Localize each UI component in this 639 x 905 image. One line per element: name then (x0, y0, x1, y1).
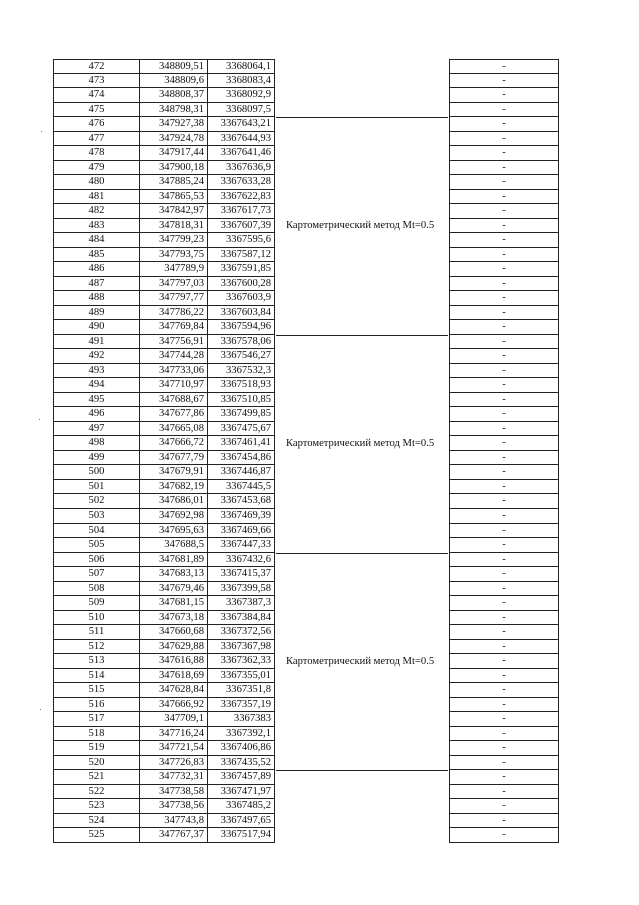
y-coordinate: 3367633,28 (207, 175, 275, 189)
table-row (53, 509, 275, 524)
x-coordinate: 347793,75 (139, 248, 207, 262)
table-row (53, 582, 275, 597)
point-number: 482 (53, 204, 139, 218)
y-coordinate: 3367578,06 (207, 335, 275, 349)
accuracy-cell: - (449, 698, 559, 713)
point-number: 485 (53, 248, 139, 262)
table-row (53, 248, 275, 263)
x-coordinate: 347927,38 (139, 117, 207, 131)
table-row (53, 698, 275, 713)
table-row (53, 756, 275, 771)
y-coordinate: 3367351,8 (207, 683, 275, 697)
point-number: 494 (53, 378, 139, 392)
y-coordinate: 3367617,73 (207, 204, 275, 218)
accuracy-cell: - (449, 785, 559, 800)
y-coordinate: 3367445,5 (207, 480, 275, 494)
x-coordinate: 347756,91 (139, 335, 207, 349)
accuracy-cell: - (449, 204, 559, 219)
x-coordinate: 347628,84 (139, 683, 207, 697)
accuracy-cell: - (449, 88, 559, 103)
point-number: 507 (53, 567, 139, 581)
x-coordinate: 347673,18 (139, 611, 207, 625)
point-number: 477 (53, 132, 139, 146)
x-coordinate: 347738,58 (139, 785, 207, 799)
y-coordinate: 3367532,3 (207, 364, 275, 378)
y-coordinate: 3367594,96 (207, 320, 275, 334)
accuracy-cell: - (449, 828, 559, 843)
table-row (53, 103, 275, 118)
accuracy-cell: - (449, 161, 559, 176)
table-row (53, 175, 275, 190)
y-coordinate: 3367406,86 (207, 741, 275, 755)
y-coordinate: 3367469,66 (207, 524, 275, 538)
point-number: 479 (53, 161, 139, 175)
y-coordinate: 3367447,33 (207, 538, 275, 552)
table-row (53, 219, 275, 234)
y-coordinate: 3367622,83 (207, 190, 275, 204)
y-coordinate: 3367546,27 (207, 349, 275, 363)
table-row (53, 378, 275, 393)
table-row (53, 291, 275, 306)
point-number: 519 (53, 741, 139, 755)
table-row (53, 828, 275, 843)
table-row (53, 712, 275, 727)
x-coordinate: 347618,69 (139, 669, 207, 683)
point-number: 472 (53, 60, 139, 73)
y-coordinate: 3368097,5 (207, 103, 275, 117)
accuracy-cell: - (449, 538, 559, 553)
accuracy-cell: - (449, 103, 559, 118)
y-coordinate: 3367399,58 (207, 582, 275, 596)
x-coordinate: 347786,22 (139, 306, 207, 320)
point-number: 500 (53, 465, 139, 479)
x-coordinate: 347716,24 (139, 727, 207, 741)
accuracy-cell: - (449, 422, 559, 437)
accuracy-cell: - (449, 74, 559, 89)
table-row (53, 727, 275, 742)
table-row (53, 407, 275, 422)
x-coordinate: 347797,03 (139, 277, 207, 291)
point-number: 506 (53, 553, 139, 567)
y-coordinate: 3367497,65 (207, 814, 275, 828)
point-number: 511 (53, 625, 139, 639)
x-coordinate: 347679,46 (139, 582, 207, 596)
scan-speck (40, 709, 41, 710)
method-label: Картометрический метод Mt=0.5 (286, 219, 435, 231)
x-coordinate: 347710,97 (139, 378, 207, 392)
point-number: 480 (53, 175, 139, 189)
table-row (53, 393, 275, 408)
point-number: 518 (53, 727, 139, 741)
accuracy-cell: - (449, 625, 559, 640)
y-coordinate: 3367641,46 (207, 146, 275, 160)
accuracy-cell: - (449, 494, 559, 509)
method-label: Картометрический метод Mt=0.5 (286, 437, 435, 449)
x-coordinate: 347683,13 (139, 567, 207, 581)
table-row (53, 233, 275, 248)
accuracy-cell: - (449, 364, 559, 379)
accuracy-cell: - (449, 349, 559, 364)
table-row (53, 132, 275, 147)
table-row (53, 59, 275, 74)
table-row (53, 190, 275, 205)
y-coordinate: 3367595,6 (207, 233, 275, 247)
accuracy-cell: - (449, 248, 559, 263)
y-coordinate: 3367415,37 (207, 567, 275, 581)
coordinates-table (53, 59, 275, 843)
accuracy-cell: - (449, 59, 559, 74)
x-coordinate: 348798,31 (139, 103, 207, 117)
x-coordinate: 348809,51 (139, 60, 207, 73)
y-coordinate: 3367454,86 (207, 451, 275, 465)
accuracy-cell: - (449, 306, 559, 321)
x-coordinate: 347616,88 (139, 654, 207, 668)
accuracy-column (449, 59, 559, 843)
method-group (276, 553, 448, 771)
accuracy-cell: - (449, 654, 559, 669)
y-coordinate: 3367471,97 (207, 785, 275, 799)
scan-speck (39, 419, 40, 420)
accuracy-cell: - (449, 378, 559, 393)
point-number: 524 (53, 814, 139, 828)
point-number: 517 (53, 712, 139, 726)
table-row (53, 814, 275, 829)
point-number: 496 (53, 407, 139, 421)
table-row (53, 364, 275, 379)
x-coordinate: 347688,5 (139, 538, 207, 552)
method-label: Картометрический метод Mt=0.5 (286, 655, 435, 667)
x-coordinate: 347865,53 (139, 190, 207, 204)
point-number: 501 (53, 480, 139, 494)
table-row (53, 553, 275, 568)
table-row (53, 669, 275, 684)
y-coordinate: 3367367,98 (207, 640, 275, 654)
y-coordinate: 3367518,93 (207, 378, 275, 392)
accuracy-cell: - (449, 320, 559, 335)
accuracy-cell: - (449, 451, 559, 466)
accuracy-cell: - (449, 335, 559, 350)
point-number: 492 (53, 349, 139, 363)
point-number: 473 (53, 74, 139, 88)
y-coordinate: 3367469,39 (207, 509, 275, 523)
table-row (53, 262, 275, 277)
point-number: 502 (53, 494, 139, 508)
accuracy-cell: - (449, 480, 559, 495)
table-row (53, 465, 275, 480)
accuracy-cell: - (449, 524, 559, 539)
accuracy-cell: - (449, 741, 559, 756)
y-coordinate: 3367499,85 (207, 407, 275, 421)
y-coordinate: 3368083,4 (207, 74, 275, 88)
point-number: 503 (53, 509, 139, 523)
accuracy-cell: - (449, 436, 559, 451)
y-coordinate: 3367603,9 (207, 291, 275, 305)
point-number: 516 (53, 698, 139, 712)
y-coordinate: 3367644,93 (207, 132, 275, 146)
table-row (53, 422, 275, 437)
x-coordinate: 347629,88 (139, 640, 207, 654)
table-row (53, 567, 275, 582)
x-coordinate: 347738,56 (139, 799, 207, 813)
table-row (53, 770, 275, 785)
x-coordinate: 347660,68 (139, 625, 207, 639)
scan-speck (41, 131, 42, 132)
point-number: 509 (53, 596, 139, 610)
x-coordinate: 347842,97 (139, 204, 207, 218)
table-row (53, 117, 275, 132)
point-number: 512 (53, 640, 139, 654)
y-coordinate: 3367387,3 (207, 596, 275, 610)
y-coordinate: 3367510,85 (207, 393, 275, 407)
accuracy-cell: - (449, 553, 559, 568)
accuracy-cell: - (449, 712, 559, 727)
x-coordinate: 347799,23 (139, 233, 207, 247)
point-number: 481 (53, 190, 139, 204)
accuracy-cell: - (449, 117, 559, 132)
accuracy-cell: - (449, 567, 559, 582)
accuracy-cell: - (449, 233, 559, 248)
point-number: 488 (53, 291, 139, 305)
x-coordinate: 347666,92 (139, 698, 207, 712)
x-coordinate: 347744,28 (139, 349, 207, 363)
accuracy-cell: - (449, 262, 559, 277)
y-coordinate: 3367607,39 (207, 219, 275, 233)
point-number: 523 (53, 799, 139, 813)
accuracy-cell: - (449, 770, 559, 785)
accuracy-cell: - (449, 683, 559, 698)
x-coordinate: 347789,9 (139, 262, 207, 276)
point-number: 513 (53, 654, 139, 668)
y-coordinate: 3367383 (207, 712, 275, 726)
table-row (53, 741, 275, 756)
accuracy-cell: - (449, 132, 559, 147)
x-coordinate: 347917,44 (139, 146, 207, 160)
y-coordinate: 3367485,2 (207, 799, 275, 813)
accuracy-cell: - (449, 669, 559, 684)
accuracy-cell: - (449, 393, 559, 408)
accuracy-cell: - (449, 175, 559, 190)
point-number: 484 (53, 233, 139, 247)
point-number: 498 (53, 436, 139, 450)
point-number: 504 (53, 524, 139, 538)
x-coordinate: 347721,54 (139, 741, 207, 755)
x-coordinate: 347681,15 (139, 596, 207, 610)
y-coordinate: 3367517,94 (207, 828, 275, 842)
table-row (53, 277, 275, 292)
table-row (53, 480, 275, 495)
table-row (53, 654, 275, 669)
table-row (53, 74, 275, 89)
y-coordinate: 3367591,85 (207, 262, 275, 276)
accuracy-cell: - (449, 727, 559, 742)
point-number: 495 (53, 393, 139, 407)
point-number: 510 (53, 611, 139, 625)
point-number: 497 (53, 422, 139, 436)
point-number: 490 (53, 320, 139, 334)
point-number: 514 (53, 669, 139, 683)
accuracy-cell: - (449, 756, 559, 771)
accuracy-cell: - (449, 291, 559, 306)
x-coordinate: 347732,31 (139, 770, 207, 784)
accuracy-cell: - (449, 190, 559, 205)
point-number: 521 (53, 770, 139, 784)
y-coordinate: 3367643,21 (207, 117, 275, 131)
x-coordinate: 347709,1 (139, 712, 207, 726)
accuracy-cell: - (449, 465, 559, 480)
table-row (53, 320, 275, 335)
x-coordinate: 347666,72 (139, 436, 207, 450)
accuracy-cell: - (449, 509, 559, 524)
point-number: 475 (53, 103, 139, 117)
y-coordinate: 3367446,87 (207, 465, 275, 479)
point-number: 491 (53, 335, 139, 349)
point-number: 474 (53, 88, 139, 102)
point-number: 508 (53, 582, 139, 596)
y-coordinate: 3367587,12 (207, 248, 275, 262)
table-row (53, 204, 275, 219)
table-row (53, 538, 275, 553)
y-coordinate: 3367432,6 (207, 553, 275, 567)
table-row (53, 596, 275, 611)
x-coordinate: 347686,01 (139, 494, 207, 508)
y-coordinate: 3367461,41 (207, 436, 275, 450)
x-coordinate: 347885,24 (139, 175, 207, 189)
point-number: 489 (53, 306, 139, 320)
x-coordinate: 347726,83 (139, 756, 207, 770)
point-number: 486 (53, 262, 139, 276)
y-coordinate: 3367600,28 (207, 277, 275, 291)
x-coordinate: 347679,91 (139, 465, 207, 479)
table-row (53, 785, 275, 800)
table-row (53, 436, 275, 451)
table-row (53, 88, 275, 103)
accuracy-cell: - (449, 219, 559, 234)
point-number: 522 (53, 785, 139, 799)
y-coordinate: 3367453,68 (207, 494, 275, 508)
x-coordinate: 347924,78 (139, 132, 207, 146)
table-row (53, 146, 275, 161)
table-row (53, 161, 275, 176)
accuracy-cell: - (449, 596, 559, 611)
table-row (53, 625, 275, 640)
y-coordinate: 3367392,1 (207, 727, 275, 741)
y-coordinate: 3367355,01 (207, 669, 275, 683)
point-number: 505 (53, 538, 139, 552)
method-group (276, 117, 448, 335)
table-row (53, 335, 275, 350)
y-coordinate: 3367457,89 (207, 770, 275, 784)
y-coordinate: 3367357,19 (207, 698, 275, 712)
table-row (53, 451, 275, 466)
accuracy-cell: - (449, 582, 559, 597)
accuracy-cell: - (449, 407, 559, 422)
point-number: 525 (53, 828, 139, 842)
accuracy-cell: - (449, 277, 559, 292)
y-coordinate: 3367372,56 (207, 625, 275, 639)
table-row (53, 683, 275, 698)
y-coordinate: 3367384,84 (207, 611, 275, 625)
x-coordinate: 347665,08 (139, 422, 207, 436)
x-coordinate: 347695,63 (139, 524, 207, 538)
point-number: 478 (53, 146, 139, 160)
y-coordinate: 3368092,9 (207, 88, 275, 102)
x-coordinate: 348809,6 (139, 74, 207, 88)
point-number: 476 (53, 117, 139, 131)
accuracy-cell: - (449, 611, 559, 626)
table-row (53, 349, 275, 364)
point-number: 499 (53, 451, 139, 465)
point-number: 493 (53, 364, 139, 378)
x-coordinate: 347733,06 (139, 364, 207, 378)
accuracy-cell: - (449, 640, 559, 655)
accuracy-cell: - (449, 799, 559, 814)
table-row (53, 524, 275, 539)
y-coordinate: 3367475,67 (207, 422, 275, 436)
table-row (53, 799, 275, 814)
table-row (53, 494, 275, 509)
x-coordinate: 347743,8 (139, 814, 207, 828)
y-coordinate: 3368064,1 (207, 60, 275, 73)
y-coordinate: 3367362,33 (207, 654, 275, 668)
x-coordinate: 347688,67 (139, 393, 207, 407)
x-coordinate: 347818,31 (139, 219, 207, 233)
x-coordinate: 347682,19 (139, 480, 207, 494)
y-coordinate: 3367636,9 (207, 161, 275, 175)
point-number: 515 (53, 683, 139, 697)
x-coordinate: 347677,86 (139, 407, 207, 421)
point-number: 483 (53, 219, 139, 233)
x-coordinate: 347677,79 (139, 451, 207, 465)
x-coordinate: 347681,89 (139, 553, 207, 567)
method-group-end-line (276, 770, 448, 771)
y-coordinate: 3367603,84 (207, 306, 275, 320)
table-row (53, 306, 275, 321)
point-number: 520 (53, 756, 139, 770)
method-group (276, 335, 448, 553)
x-coordinate: 347769,84 (139, 320, 207, 334)
accuracy-cell: - (449, 814, 559, 829)
point-number: 487 (53, 277, 139, 291)
x-coordinate: 347767,37 (139, 828, 207, 842)
accuracy-cell: - (449, 146, 559, 161)
table-row (53, 611, 275, 626)
y-coordinate: 3367435,52 (207, 756, 275, 770)
table-row (53, 640, 275, 655)
x-coordinate: 348808,37 (139, 88, 207, 102)
x-coordinate: 347797,77 (139, 291, 207, 305)
x-coordinate: 347692,98 (139, 509, 207, 523)
x-coordinate: 347900,18 (139, 161, 207, 175)
